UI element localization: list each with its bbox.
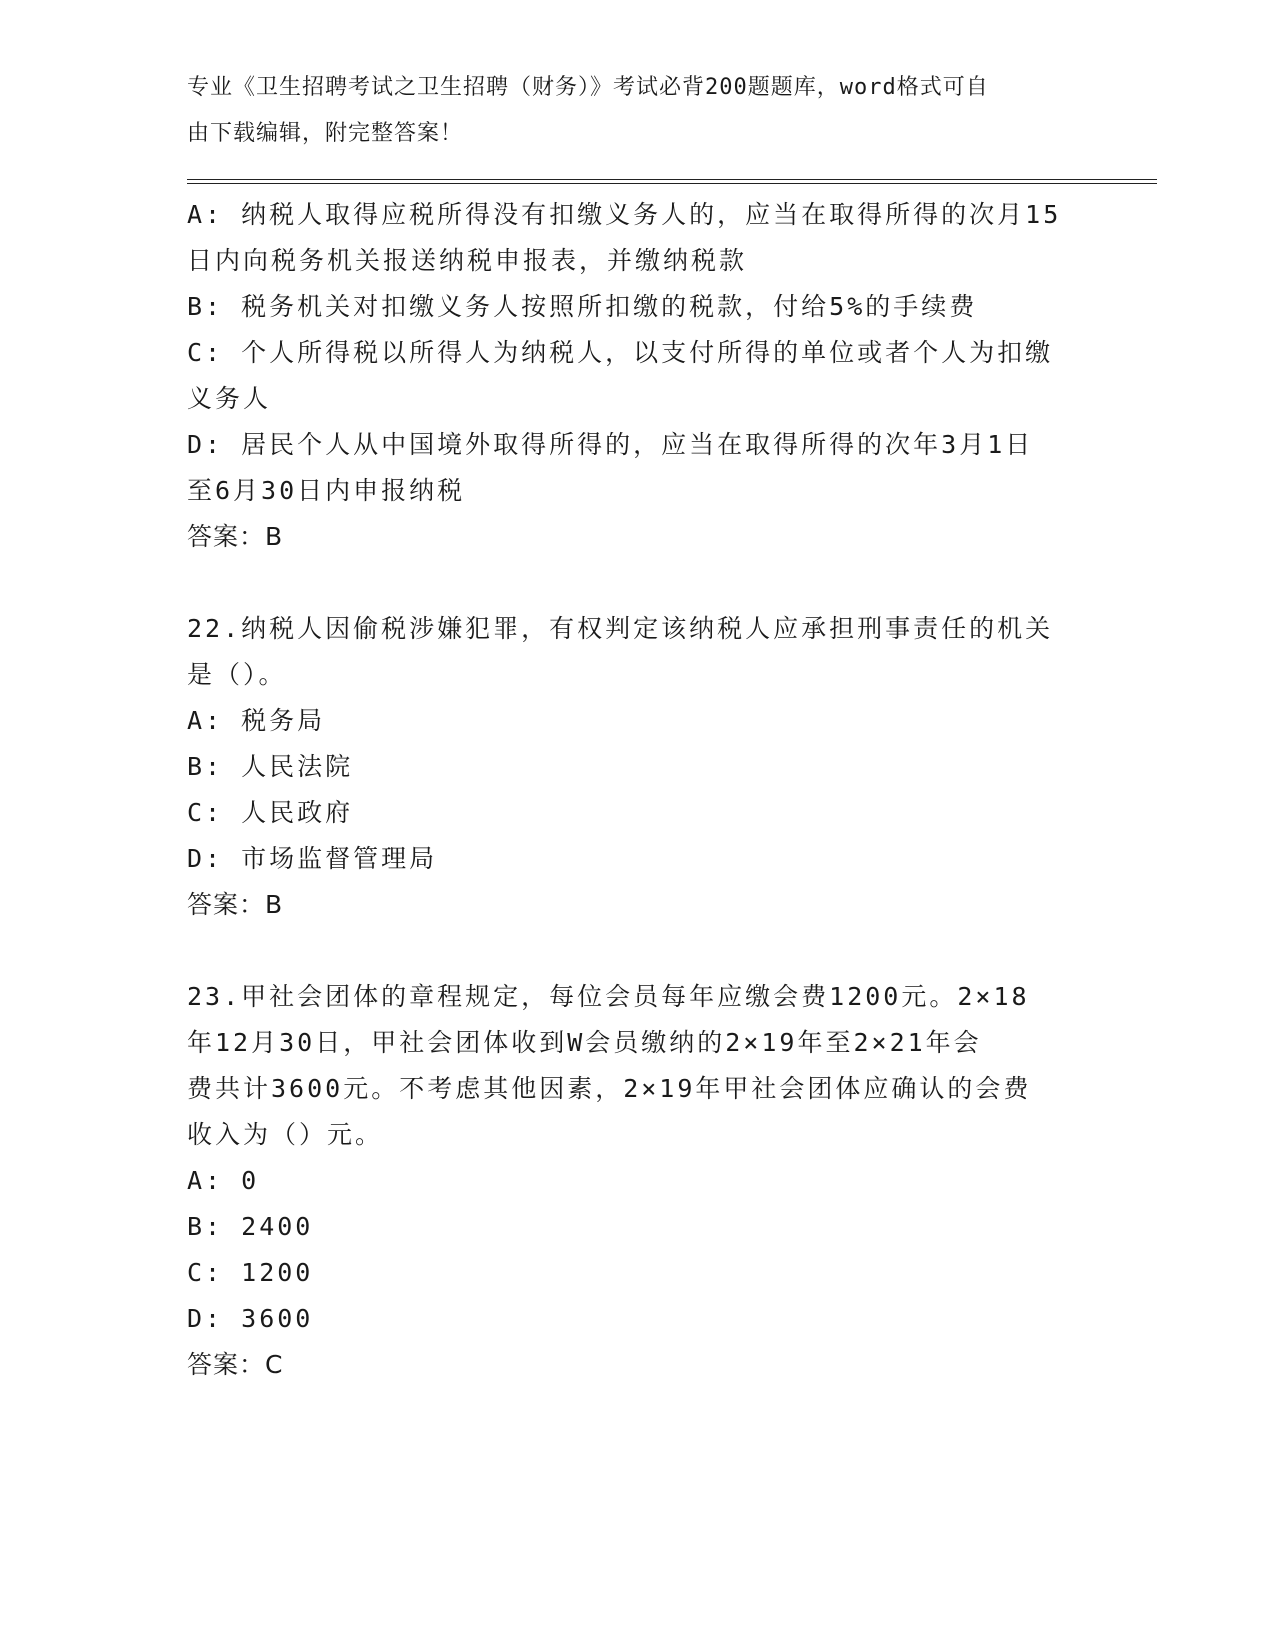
option-a-line-2: 日内向税务机关报送纳税申报表，并缴纳税款	[187, 246, 748, 275]
question-stem-line-2: 年12月30日，甲社会团体收到W会员缴纳的2×19年至2×21年会	[187, 1028, 982, 1057]
question-stem-line-2: 是（）。	[187, 660, 287, 689]
answer-label: 答案：B	[187, 522, 284, 551]
question-stem-line-1: 23.甲社会团体的章程规定，每位会员每年应缴会费1200元。2×18	[187, 982, 1030, 1011]
option-b: B: 税务机关对扣缴义务人按照所扣缴的税款，付给5%的手续费	[187, 292, 978, 321]
header-line-2: 由下载编辑，附完整答案！	[187, 121, 464, 146]
spacer	[187, 928, 1087, 974]
answer-label: 答案：B	[187, 890, 284, 919]
question-list	[187, 192, 1087, 1388]
spacer	[187, 560, 1087, 606]
option-d-line-2: 至6月30日内申报纳税	[187, 476, 466, 505]
document-header	[187, 72, 1067, 164]
option-c-line-2: 义务人	[187, 384, 272, 413]
option-b: B: 人民法院	[187, 752, 354, 781]
question-22	[187, 606, 1087, 928]
question-stem-line-4: 收入为（）元。	[187, 1120, 384, 1149]
header-divider-bottom	[187, 183, 1157, 184]
answer-label: 答案：C	[187, 1350, 284, 1379]
header-divider-top	[187, 179, 1157, 180]
question-21-options	[187, 192, 1087, 560]
option-d-line-1: D: 居民个人从中国境外取得所得的，应当在取得所得的次年3月1日	[187, 430, 1034, 459]
option-b: B: 2400	[187, 1212, 314, 1241]
option-a: A: 税务局	[187, 706, 326, 735]
question-stem-line-1: 22.纳税人因偷税涉嫌犯罪，有权判定该纳税人应承担刑事责任的机关	[187, 614, 1054, 643]
option-a: A: 0	[187, 1166, 260, 1195]
option-d: D: 市场监督管理局	[187, 844, 438, 873]
header-line-1: 专业《卫生招聘考试之卫生招聘（财务）》考试必背200题题库，word格式可自	[187, 75, 989, 100]
option-c: C: 1200	[187, 1258, 314, 1287]
option-d: D: 3600	[187, 1304, 314, 1333]
option-c-line-1: C: 个人所得税以所得人为纳税人，以支付所得的单位或者个人为扣缴	[187, 338, 1054, 367]
option-c: C: 人民政府	[187, 798, 354, 827]
question-stem-line-3: 费共计3600元。不考虑其他因素，2×19年甲社会团体应确认的会费	[187, 1074, 1032, 1103]
option-a-line-1: A: 纳税人取得应税所得没有扣缴义务人的，应当在取得所得的次月15	[187, 200, 1062, 229]
question-23	[187, 974, 1087, 1388]
